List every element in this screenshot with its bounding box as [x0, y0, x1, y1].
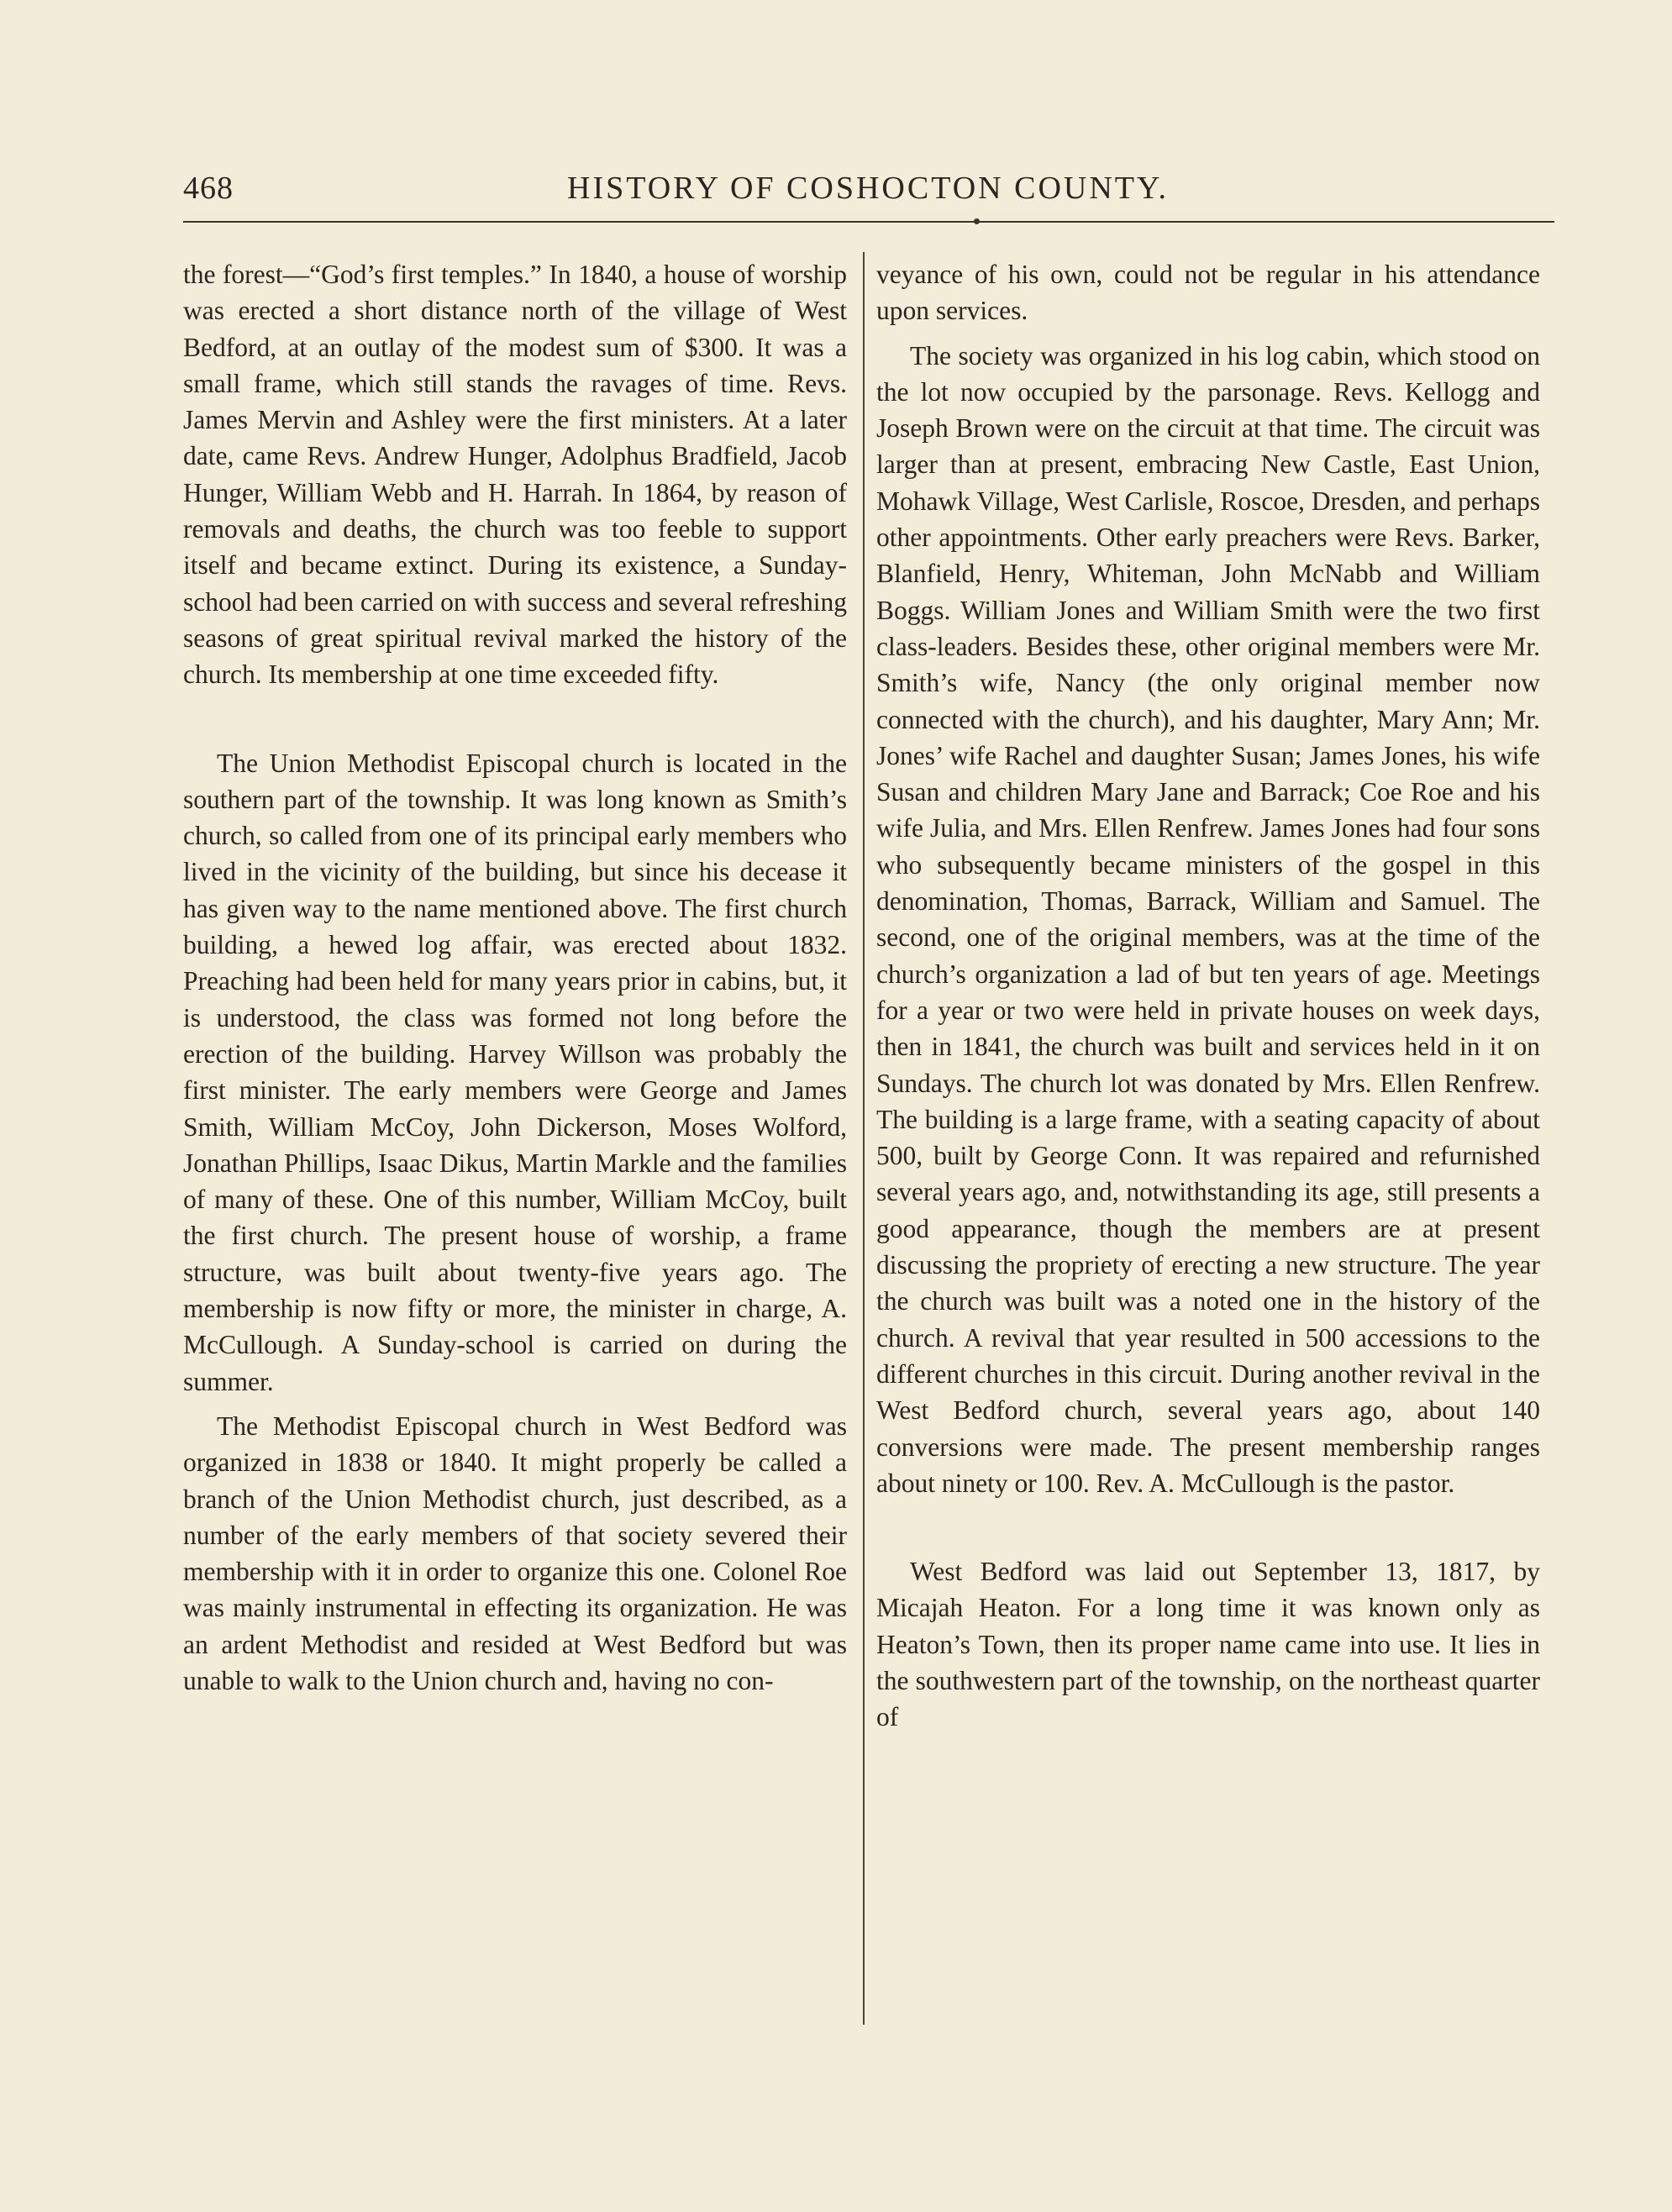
- running-title: HISTORY OF COSHOCTON COUNTY.: [567, 171, 1170, 206]
- header-rule-ornament: [974, 218, 980, 224]
- left-paragraph-2: The Union Methodist Episcopal church is located in the southern part of the township. It was long known as Smith’s church, so called from one of its principal early members who lived in the vicinity of the building, but since his decease it has given way to the name mentioned above. The first church building, a hewed log affair, was erected about 1832. Preaching had been held for many years prior in cabins, but, it is understood, the class was formed not long before the erection of the building. Harvey Willson was probably the first minister. The early members were George and James Smith, William McCoy, John Dickerson, Moses Wolford, Jonathan Phillips, Isaac Dikus, Martin Markle and the families of many of these. One of this number, William McCoy, built the first church. The present house of worship, a frame structure, was built about twenty-five years ago. The membership is now fifty or more, the minister in charge, A. McCullough. A Sunday-school is carried on during the summer.: [183, 748, 847, 1396]
- left-column: [183, 256, 847, 1699]
- page-number: 468: [183, 171, 234, 206]
- header-rule: [183, 221, 1554, 223]
- right-paragraph-3: West Bedford was laid out September 13, 1817, by Micajah Heaton. For a long time it was known only as Heaton’s Town, then its proper name came into use. It lies in the southwestern part of the township, on the northeast quarter of: [876, 1557, 1540, 1732]
- right-paragraph-1: veyance of his own, could not be regular in his attendance upon services.: [876, 260, 1540, 326]
- right-column: [876, 256, 1540, 1736]
- page-header: [183, 170, 1554, 220]
- left-paragraph-1: the forest—“God’s first temples.” In 1840, a house of worship was erected a short distance north of the village of West Bedford, at an outlay of the modest sum of $300. It was a small frame, which still stands the ravages of time. Revs. James Mervin and Ashley were the first ministers. At a later date, came Revs. Andrew Hunger, Adolphus Bradfield, Jacob Hunger, William Webb and H. Harrah. In 1864, by reason of removals and deaths, the church was too feeble to support itself and became extinct. During its existence, a Sunday-school had been carried on with success and several refreshing seasons of great spiritual revival marked the history of the church. Its membership at one time exceeded fifty.: [183, 260, 847, 690]
- column-divider: [863, 252, 865, 2025]
- left-paragraph-3: The Methodist Episcopal church in West Bedford was organized in 1838 or 1840. It might properly be called a branch of the Union Methodist church, just described, as a number of the early members of that society severed their membership with it in order to organize this one. Colonel Roe was mainly instrumental in effecting its organization. He was an ardent Methodist and resided at West Bedford but was unable to walk to the Union church and, having no con-: [183, 1411, 847, 1695]
- right-paragraph-2: The society was organized in his log cabin, which stood on the lot now occupied by the parsonage. Revs. Kellogg and Joseph Brown were on the circuit at that time. The circuit was larger than at present, embracing New Castle, East Union, Mohawk Village, West Carlisle, Roscoe, Dresden, and perhaps other appointments. Other early preachers were Revs. Barker, Blanfield, Henry, Whiteman, John McNabb and William Boggs. William Jones and William Smith were the two first class-leaders. Besides these, other original members were Mr. Smith’s wife, Nancy (the only original member now connected with the church), and his daughter, Mary Ann; Mr. Jones’ wife Rachel and daughter Susan; James Jones, his wife Susan and children Mary Jane and Barrack; Coe Roe and his wife Julia, and Mrs. Ellen Renfrew. James Jones had four sons who subsequently became ministers of the gospel in this denomination, Thomas, Barrack, William and Samuel. The second, one of the original members, was at the time of the church’s organization a lad of but ten years of age. Meetings for a year or two were held in private houses on week days, then in 1841, the church was built and services held in it on Sundays. The church lot was donated by Mrs. Ellen Renfrew. The building is a large frame, with a seating capacity of about 500, built by George Conn. It was repaired and refurnished several years ago, and, notwithstanding its age, still presents a good appearance, though the members are at present discussing the propriety of erecting a new structure. The year the church was built was a noted one in the history of the church. A revival that year resulted in 500 accessions to the different churches in this circuit. During another revival in the West Bedford church, several years ago, about 140 conversions were made. The present membership ranges about ninety or 100. Rev. A. McCullough is the pastor.: [876, 340, 1540, 1498]
